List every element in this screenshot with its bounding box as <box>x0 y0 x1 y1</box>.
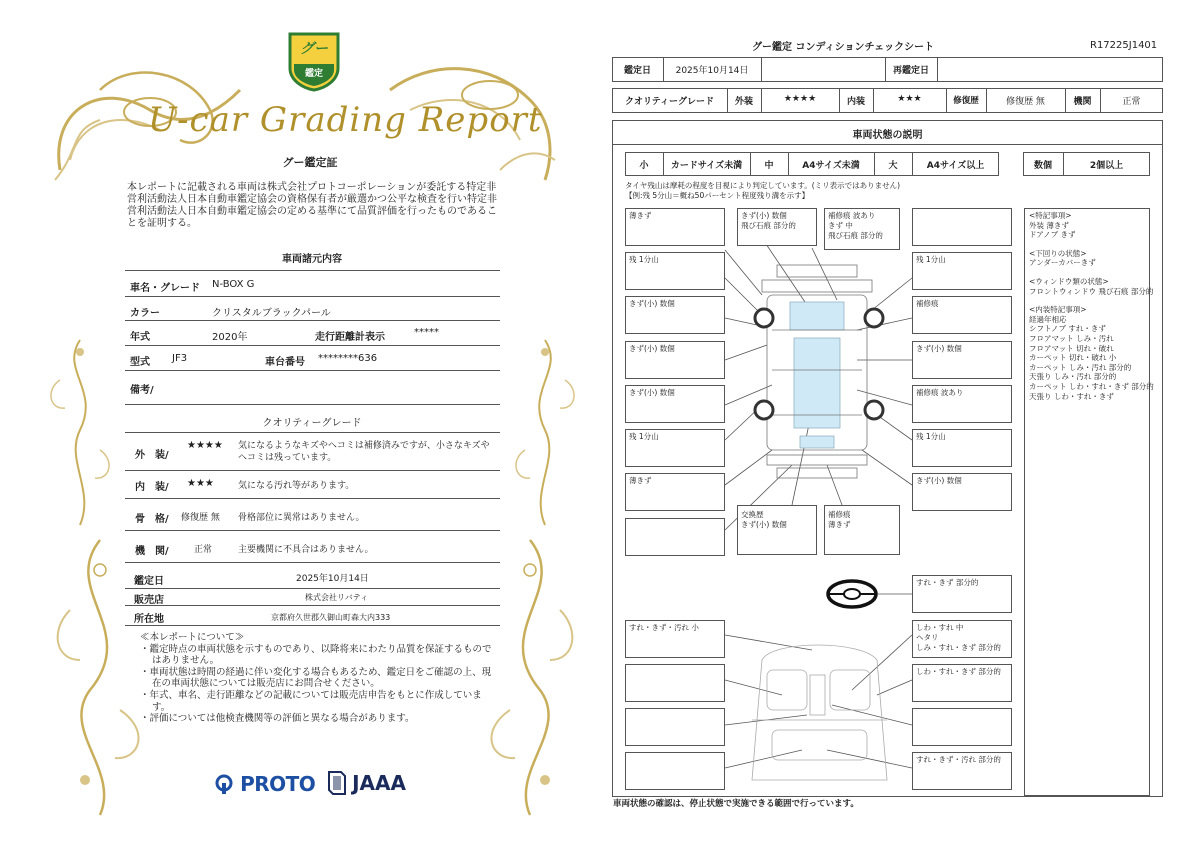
note-line: <内装特記事項> <box>1029 305 1087 315</box>
divider <box>125 432 500 433</box>
note-item: ・評価については他検査機関等の評価と異なる場合があります。 <box>140 713 415 725</box>
note-item: ・車両状態は時間の経過に伴い変化する場合もあるため、鑑定日をご確認の上、現在の車両状態については販売店にお問合せください。 <box>140 666 492 690</box>
jaaa-mark-icon <box>327 770 347 796</box>
jaaa-logo <box>327 770 406 798</box>
note-line: カーペット 切れ・破れ 小 <box>1029 353 1117 363</box>
tire-note: タイヤ残山は摩耗の程度を目視により判定しています。(ミリ表示ではありません) <box>625 181 901 190</box>
reinspect-label: 再鑑定日 <box>892 66 929 76</box>
size-small-desc: カードサイズ未満 <box>670 161 743 171</box>
interior-box-right-1: しわ・すれ 中 ヘタリ しみ・すれ・きず 部分的 <box>912 620 1012 658</box>
proto-mark-icon <box>215 773 235 795</box>
report-id: R17225J1401 <box>1090 40 1158 51</box>
check-sheet-title: グー鑑定 コンディションチェックシート <box>752 42 935 53</box>
note-item: ・年式、車名、走行距離などの記載については販売店申告をもとに作成しています。 <box>140 689 482 713</box>
note-line: アンダーカバーきず <box>1029 258 1096 268</box>
mileage-label: 走行距離計表示 <box>315 332 385 343</box>
year-label: 年式 <box>130 332 150 343</box>
exterior-box-bottom-1: 交換歴 きず(小) 数個 <box>737 505 817 555</box>
count-label: 数個 <box>1033 161 1052 171</box>
frame-text: 骨格部位に異常はありません。 <box>238 513 365 523</box>
divider <box>125 470 500 471</box>
exterior-box-top-2: 補修痕 波あり きず 中 飛び石痕 部分的 <box>824 208 900 250</box>
car-interior-icon <box>752 645 887 780</box>
chassis-value: ********636 <box>318 353 378 364</box>
exterior-box-right-2: 補修痕 <box>912 296 1012 334</box>
divider <box>125 588 500 589</box>
interior-box-right-4: すれ・きず・汚れ 部分的 <box>912 752 1012 790</box>
grade-repair-value: 修復歴 無 <box>1006 97 1045 107</box>
note-line: カーペット しみ・汚れ 部分的 <box>1029 362 1132 372</box>
exterior-box-left-5: きず(小) 数個 <box>625 385 725 423</box>
mileage-value: ***** <box>414 327 439 338</box>
inspection-date-value: 2025年10月14日 <box>296 574 369 584</box>
interior-stars: ★★★ <box>187 478 214 489</box>
interior-text: 気になる汚れ等があります。 <box>238 481 355 491</box>
color-label: カラー <box>130 308 160 319</box>
note-line: 天張り しみ・汚れ 部分的 <box>1029 372 1117 382</box>
frame-value: 修復歴 無 <box>181 513 220 523</box>
divider <box>125 320 500 321</box>
jaaa-logo-text: JAAA <box>352 771 406 795</box>
note-item: ・鑑定時点の車両状態を示すものであり、以降将来にわたり品質を保証するものではありません。 <box>140 643 492 667</box>
grade-exterior-stars: ★★★★ <box>783 94 817 104</box>
footer-note: 車両状態の確認は、停止状態で実施できる範囲で行っています。 <box>613 799 859 809</box>
grade-exterior-label: 外装 <box>734 97 753 107</box>
left-side-ornament <box>40 330 120 530</box>
chassis-label: 車台番号 <box>265 357 305 368</box>
exterior-box-left-2: 残 1分山 <box>625 252 725 290</box>
grade-interior-label: 内装 <box>846 97 865 107</box>
dealer-label: 販売店 <box>134 595 164 606</box>
count-desc: 2個以上 <box>1089 161 1124 171</box>
interior-label: 内 装/ <box>135 482 169 493</box>
note-line: 外装 薄きず <box>1029 220 1069 230</box>
divider <box>125 404 500 405</box>
note-line: <ウィンドウ類の状態> <box>1029 276 1109 286</box>
exterior-box-right-4: 補修痕 波あり <box>912 385 1012 423</box>
car-outline-icon <box>755 265 883 478</box>
date-label: 鑑定日 <box>623 66 651 76</box>
engine-label: 機 関/ <box>135 546 169 557</box>
size-small: 小 <box>639 161 649 171</box>
certificate-title: グー鑑定証 <box>282 156 338 169</box>
engine-text: 主要機関に不具合はありません。 <box>238 545 374 555</box>
car-name-label: 車名・グレード <box>130 283 200 294</box>
exterior-text: 気になるようなキズやヘコミは補修済みですが、小さなキズやヘコミは残っています。 <box>238 441 490 463</box>
exterior-box-right-5: 残 1分山 <box>912 429 1012 467</box>
goo-kantei-badge <box>286 30 342 92</box>
address-label: 所在地 <box>134 614 164 625</box>
note-line: <下回りの状態> <box>1029 248 1087 258</box>
grade-engine-label: 機関 <box>1073 97 1092 107</box>
note-line: フロアマット しみ・汚れ <box>1029 333 1114 343</box>
right-side-ornament <box>505 330 585 530</box>
grade-repair-label: 修復歴 <box>953 96 979 106</box>
engine-value: 正常 <box>194 545 213 555</box>
quality-grade-label: クオリティーグレード <box>624 97 715 107</box>
remarks-label: 備考/ <box>130 385 154 396</box>
color-value: クリスタルブラックパール <box>212 308 331 319</box>
report-notes <box>140 632 500 725</box>
divider <box>125 270 500 271</box>
note-line: カーペット しわ・すれ・きず 部分的 <box>1029 381 1154 391</box>
proto-logo-text: PROTO <box>240 772 316 796</box>
divider <box>125 345 500 346</box>
address-value: 京都府久世郡久御山町森大内333 <box>271 613 391 622</box>
interior-box-left-2 <box>625 664 725 702</box>
proto-logo <box>215 772 315 798</box>
note-line: フロアマット 切れ・破れ <box>1029 343 1114 353</box>
date-value: 2025年10月14日 <box>675 66 749 76</box>
exterior-box-top-1: きず(小) 数個 飛び石痕 部分的 <box>737 208 817 246</box>
divider <box>125 625 500 626</box>
note-line: フロントウィンドウ 飛び石痕 部分的 <box>1029 286 1154 296</box>
grade-interior-stars: ★★★ <box>897 94 922 104</box>
divider <box>125 498 500 499</box>
note-line: ドアノブ きず <box>1029 230 1076 240</box>
size-large: 大 <box>888 161 898 171</box>
grade-engine-value: 正常 <box>1122 97 1141 107</box>
exterior-box-right-3: きず(小) 数個 <box>912 341 1012 379</box>
exterior-box-left-6: 残 1分山 <box>625 429 725 467</box>
quality-section-title: クオリティーグレード <box>262 418 362 429</box>
steering-wheel-icon <box>828 581 876 607</box>
divider <box>125 530 500 531</box>
frame-label: 骨 格/ <box>135 514 169 525</box>
script-title: U-car Grading Report <box>148 100 543 140</box>
note-line: <特記事項> <box>1029 211 1072 220</box>
exterior-stars: ★★★★ <box>187 440 223 451</box>
interior-box-right-2: しわ・すれ・きず 部分的 <box>912 664 1012 702</box>
size-medium: 中 <box>764 161 774 171</box>
interior-box-wheel: すれ・きず 部分的 <box>912 575 1012 613</box>
model-value: JF3 <box>172 353 188 364</box>
exterior-box-left-4: きず(小) 数個 <box>625 341 725 379</box>
exterior-box-left-8 <box>625 518 725 556</box>
dealer-value: 株式会社リバティ <box>305 593 369 602</box>
divider <box>125 296 500 297</box>
divider <box>125 370 500 371</box>
divider <box>125 562 500 563</box>
inspection-date-label: 鑑定日 <box>134 576 164 587</box>
note-line: 経過年相応 <box>1029 314 1067 324</box>
certificate-intro: 本レポートに記載される車両は株式会社プロトコーポレーションが委託する特定非営利活動法人日本自動車鑑定協会の資格保有者が厳選かつ公平な検査を行い特定非営利活動法人日本自動車鑑定協会の定める基準にて品質評価を行ったものであることを証明する。 <box>127 182 497 229</box>
condition-title: 車両状態の説明 <box>852 130 923 141</box>
note-line: シフトノブ すれ・きず <box>1029 324 1106 334</box>
badge-top-text: グー <box>300 41 328 57</box>
special-notes-panel <box>1024 208 1154 796</box>
exterior-box-left-1: 薄きず <box>625 208 725 246</box>
exterior-box-right-1: 残 1分山 <box>912 252 1012 290</box>
exterior-box-top-3 <box>912 208 1012 246</box>
divider <box>125 605 500 606</box>
notes-title: ≪本レポートについて≫ <box>140 632 245 643</box>
size-medium-desc: A4サイズ未満 <box>802 161 860 171</box>
car-name-value: N-BOX G <box>212 279 255 290</box>
note-line: 天張り しわ・すれ・きず <box>1029 391 1114 401</box>
exterior-box-bottom-2: 補修痕 薄きず <box>824 505 900 555</box>
size-large-desc: A4サイズ以上 <box>926 161 985 171</box>
specs-section-title: 車両諸元内容 <box>282 254 342 265</box>
interior-box-left-3 <box>625 708 725 746</box>
exterior-label: 外 装/ <box>135 450 169 461</box>
badge-bottom-text: 鑑定 <box>304 69 323 79</box>
interior-box-left-4 <box>625 752 725 790</box>
tire-example: 【例:残 5分山＝概ね50パーセント程度残り溝を示す】 <box>625 191 810 200</box>
exterior-box-left-3: きず(小) 数個 <box>625 296 725 334</box>
exterior-box-left-7: 薄きず <box>625 473 725 511</box>
interior-box-left-1: すれ・きず・汚れ 小 <box>625 620 725 658</box>
interior-box-right-3 <box>912 708 1012 746</box>
model-label: 型式 <box>130 357 150 368</box>
exterior-box-right-6: きず(小) 数個 <box>912 473 1012 511</box>
year-value: 2020年 <box>212 332 248 343</box>
